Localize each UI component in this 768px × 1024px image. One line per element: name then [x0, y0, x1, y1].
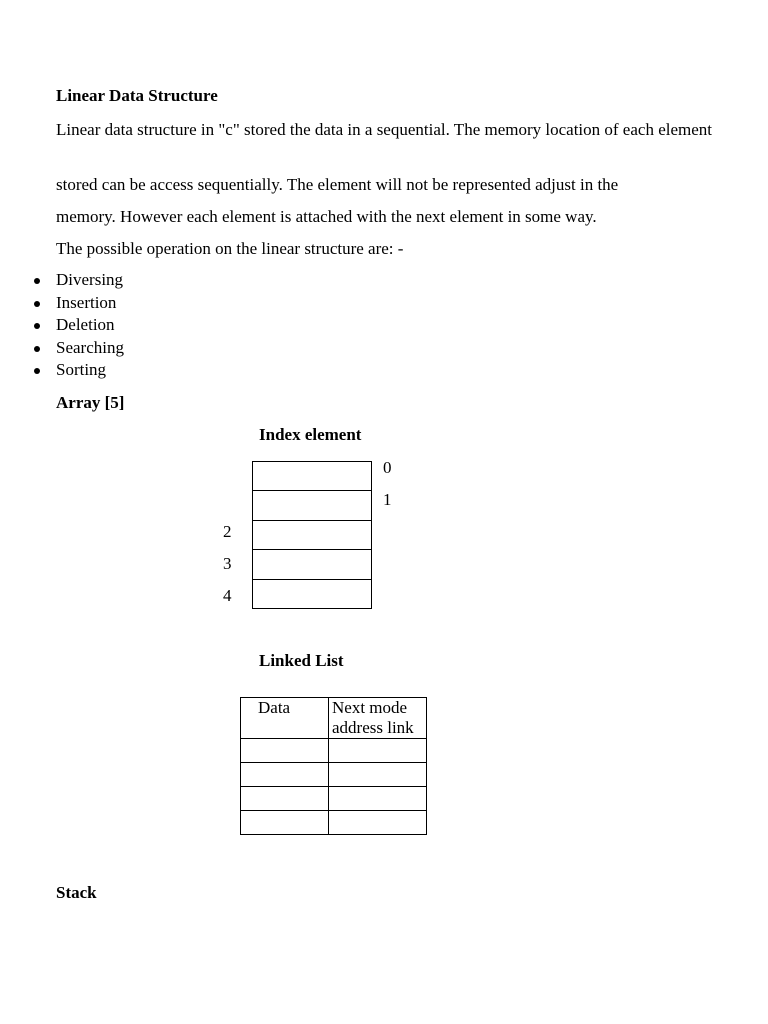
table-cell: [329, 763, 427, 787]
table-row: [241, 763, 427, 787]
list-item: Insertion: [56, 292, 124, 315]
array-cell: [253, 491, 371, 520]
array-cell: [253, 580, 371, 609]
table-cell: [241, 811, 329, 835]
array-cell: [253, 462, 371, 491]
paragraph-3: memory. However each element is attached with the next element in some way.: [56, 207, 597, 226]
list-item: Sorting: [56, 359, 124, 382]
page-title: Linear Data Structure: [56, 86, 218, 105]
table-cell: [329, 739, 427, 763]
list-item: Deletion: [56, 314, 124, 337]
array-index: 4: [223, 586, 232, 605]
list-item: Searching: [56, 337, 124, 360]
linked-list-caption: Linked List: [259, 651, 344, 670]
array-heading: Array [5]: [56, 393, 125, 412]
table-cell: [241, 739, 329, 763]
table-row: [241, 811, 427, 835]
array-caption: Index element: [259, 425, 362, 444]
table-header-data: Data: [241, 698, 329, 739]
table-cell: [241, 787, 329, 811]
array-index: 1: [383, 490, 392, 509]
table-row: [241, 787, 427, 811]
array-cell: [253, 521, 371, 550]
operations-list: [56, 269, 124, 382]
table-cell: [329, 811, 427, 835]
paragraph-4: The possible operation on the linear structure are: -: [56, 239, 404, 258]
array-cell: [253, 550, 371, 579]
table-cell: [329, 787, 427, 811]
linked-list-table: [240, 697, 427, 835]
array-index: 3: [223, 554, 232, 573]
array-diagram: [252, 461, 372, 609]
table-header-next: Next mode address link: [329, 698, 427, 739]
list-item: Diversing: [56, 269, 124, 292]
table-row: [241, 739, 427, 763]
table-row: [241, 698, 427, 739]
array-index: 0: [383, 458, 392, 477]
stack-heading: Stack: [56, 883, 97, 902]
array-index: 2: [223, 522, 232, 541]
table-cell: [241, 763, 329, 787]
paragraph-2: stored can be access sequentially. The element will not be represented adjust in the: [56, 175, 619, 194]
paragraph-1: Linear data structure in "c" stored the data in a sequential. The memory location of each element: [56, 120, 713, 139]
